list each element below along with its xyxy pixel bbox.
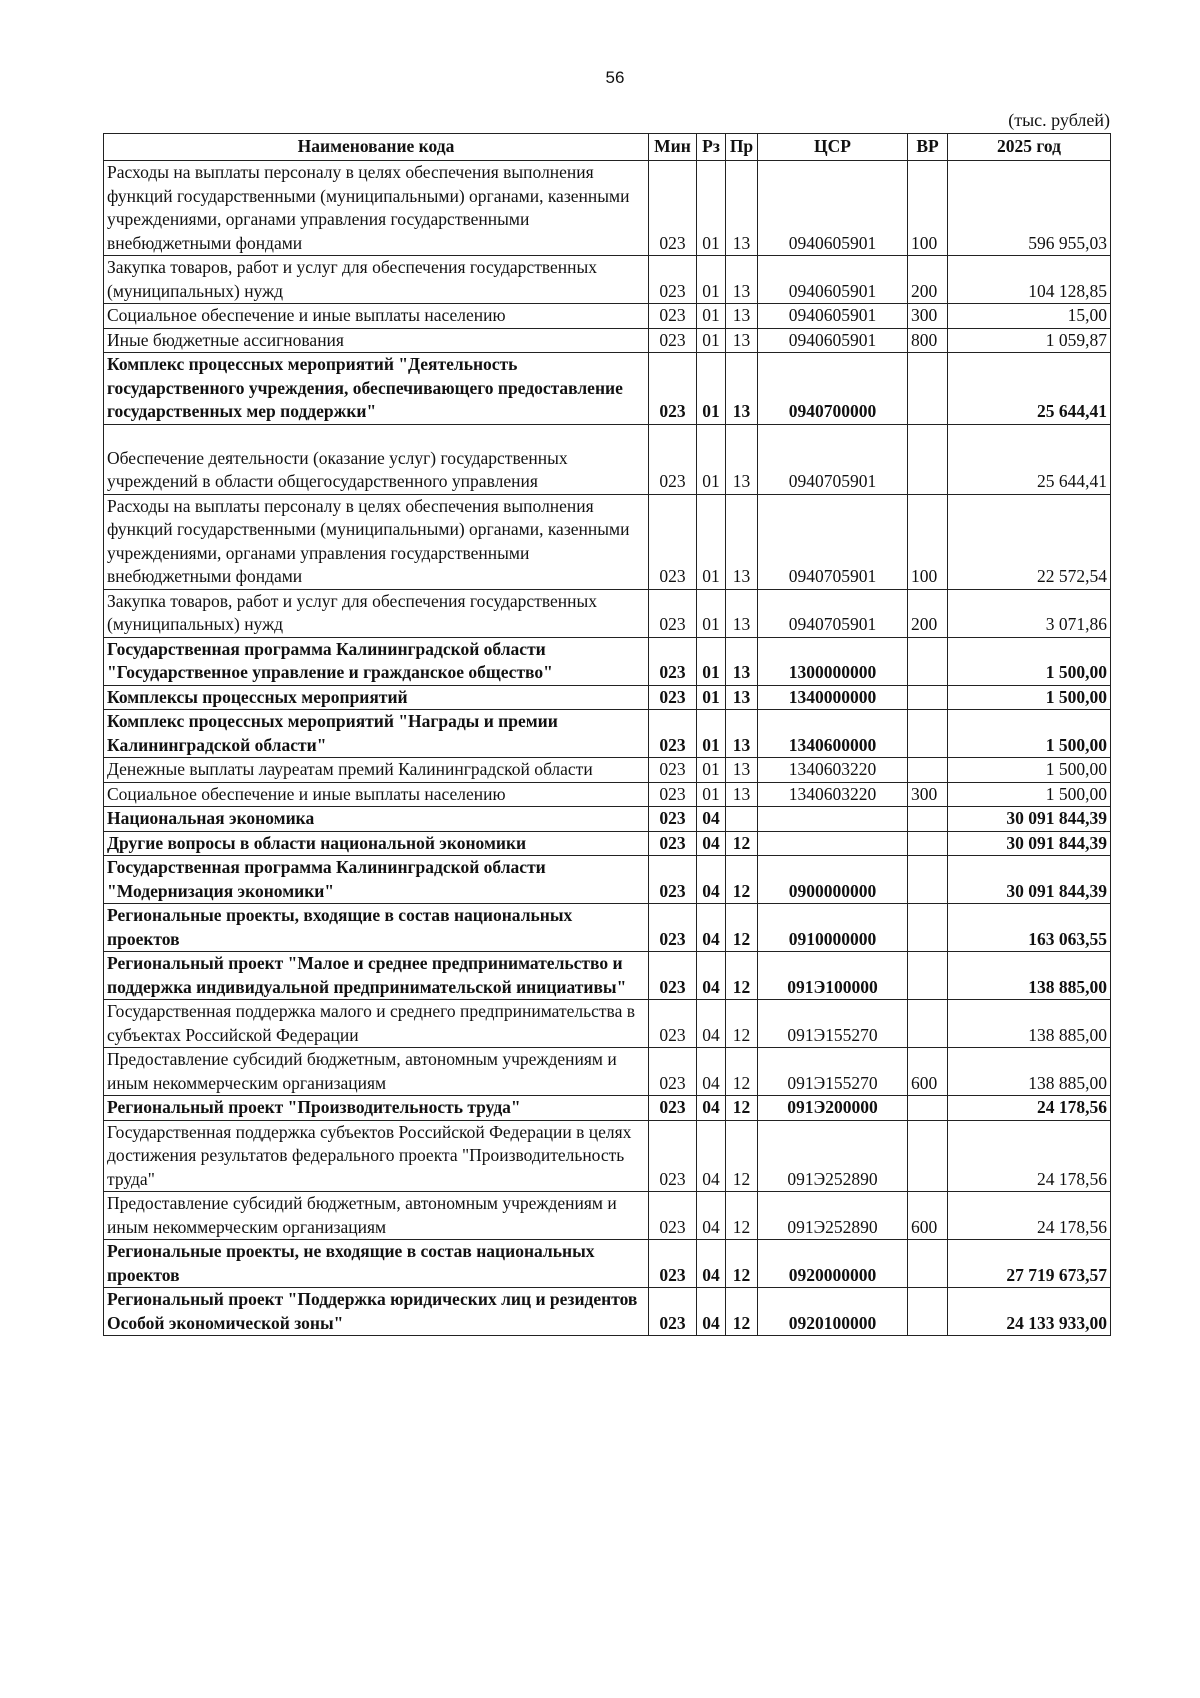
cell-min: 023 (649, 1240, 697, 1288)
cell-sum: 30 091 844,39 (948, 856, 1111, 904)
cell-csr: 0910000000 (758, 904, 908, 952)
cell-vr: 100 (908, 494, 948, 589)
cell-name: Социальное обеспечение и иные выплаты населению (104, 304, 649, 329)
cell-pr: 13 (726, 256, 758, 304)
cell-rz: 04 (697, 1192, 726, 1240)
cell-name: Государственная поддержка субъектов Российской Федерации в целях достижения результатов федерального проекта "Производительность труда" (104, 1120, 649, 1192)
table-row (104, 1096, 1111, 1121)
cell-rz: 04 (697, 904, 726, 952)
cell-sum: 104 128,85 (948, 256, 1111, 304)
cell-csr: 0920100000 (758, 1288, 908, 1336)
table-row (104, 304, 1111, 329)
cell-min: 023 (649, 1120, 697, 1192)
table-body (104, 161, 1111, 1336)
cell-csr: 091Э155270 (758, 1048, 908, 1096)
cell-csr: 1340600000 (758, 710, 908, 758)
cell-vr (908, 685, 948, 710)
cell-pr: 12 (726, 1096, 758, 1121)
table-row (104, 831, 1111, 856)
cell-rz: 04 (697, 856, 726, 904)
cell-vr (908, 1000, 948, 1048)
header-min: Мин (649, 134, 697, 161)
cell-pr: 12 (726, 1240, 758, 1288)
table-row (104, 685, 1111, 710)
table-row (104, 494, 1111, 589)
cell-min: 023 (649, 424, 697, 494)
cell-sum: 24 178,56 (948, 1192, 1111, 1240)
cell-name: Закупка товаров, работ и услуг для обеспечения государственных (муниципальных) нужд (104, 256, 649, 304)
cell-min: 023 (649, 807, 697, 832)
cell-csr: 0940705901 (758, 494, 908, 589)
header-year: 2025 год (948, 134, 1111, 161)
cell-rz: 04 (697, 1240, 726, 1288)
cell-min: 023 (649, 758, 697, 783)
cell-name: Региональные проекты, не входящие в состав национальных проектов (104, 1240, 649, 1288)
cell-pr: 12 (726, 1120, 758, 1192)
table-row (104, 782, 1111, 807)
table-row (104, 1048, 1111, 1096)
table-row (104, 1288, 1111, 1336)
cell-csr: 091Э252890 (758, 1192, 908, 1240)
cell-rz: 04 (697, 1096, 726, 1121)
cell-sum: 1 500,00 (948, 710, 1111, 758)
table-row (104, 856, 1111, 904)
cell-name: Закупка товаров, работ и услуг для обеспечения государственных (муниципальных) нужд (104, 589, 649, 637)
cell-csr: 091Э155270 (758, 1000, 908, 1048)
cell-min: 023 (649, 831, 697, 856)
cell-vr (908, 1096, 948, 1121)
cell-vr: 600 (908, 1192, 948, 1240)
cell-rz: 01 (697, 494, 726, 589)
cell-min: 023 (649, 1000, 697, 1048)
cell-min: 023 (649, 782, 697, 807)
cell-csr: 1340603220 (758, 758, 908, 783)
table-row (104, 952, 1111, 1000)
cell-vr (908, 1240, 948, 1288)
table-row (104, 424, 1111, 494)
cell-sum: 24 178,56 (948, 1096, 1111, 1121)
cell-name: Расходы на выплаты персоналу в целях обеспечения выполнения функций государственными (муниципальными) органами, казенными учреждениями, органами управления государственными внебюджетными фондами (104, 494, 649, 589)
cell-min: 023 (649, 856, 697, 904)
cell-sum: 1 500,00 (948, 782, 1111, 807)
cell-min: 023 (649, 256, 697, 304)
cell-min: 023 (649, 1192, 697, 1240)
cell-vr: 200 (908, 589, 948, 637)
cell-sum: 27 719 673,57 (948, 1240, 1111, 1288)
table-row (104, 1240, 1111, 1288)
budget-table (103, 133, 1111, 1336)
header-csr: ЦСР (758, 134, 908, 161)
cell-csr: 091Э200000 (758, 1096, 908, 1121)
cell-csr: 1340000000 (758, 685, 908, 710)
header-vr: ВР (908, 134, 948, 161)
cell-name: Предоставление субсидий бюджетным, автономным учреждениям и иным некоммерческим организациям (104, 1048, 649, 1096)
cell-min: 023 (649, 1096, 697, 1121)
cell-min: 023 (649, 1048, 697, 1096)
cell-name: Расходы на выплаты персоналу в целях обеспечения выполнения функций государственными (муниципальными) органами, казенными учреждениями, органами управления государственными внебюджетными фондами (104, 161, 649, 256)
cell-rz: 01 (697, 328, 726, 353)
cell-pr: 13 (726, 782, 758, 807)
cell-name: Комплекс процессных мероприятий "Награды и премии Калининградской области" (104, 710, 649, 758)
cell-csr (758, 831, 908, 856)
cell-min: 023 (649, 589, 697, 637)
cell-name: Региональные проекты, входящие в состав национальных проектов (104, 904, 649, 952)
cell-vr (908, 831, 948, 856)
table-row (104, 1192, 1111, 1240)
table-row (104, 758, 1111, 783)
cell-pr: 13 (726, 161, 758, 256)
cell-csr: 0940605901 (758, 328, 908, 353)
cell-vr (908, 856, 948, 904)
cell-pr (726, 807, 758, 832)
cell-pr: 13 (726, 589, 758, 637)
cell-csr: 0940605901 (758, 161, 908, 256)
cell-csr: 0900000000 (758, 856, 908, 904)
cell-rz: 01 (697, 782, 726, 807)
cell-rz: 04 (697, 1048, 726, 1096)
cell-pr: 12 (726, 1048, 758, 1096)
cell-vr (908, 1288, 948, 1336)
table-header-row (104, 134, 1111, 161)
cell-sum: 24 178,56 (948, 1120, 1111, 1192)
cell-vr: 100 (908, 161, 948, 256)
cell-name: Денежные выплаты лауреатам премий Калининградской области (104, 758, 649, 783)
cell-vr (908, 904, 948, 952)
table-row (104, 637, 1111, 685)
header-rz: Рз (697, 134, 726, 161)
cell-min: 023 (649, 685, 697, 710)
cell-pr: 13 (726, 424, 758, 494)
cell-csr: 0940705901 (758, 424, 908, 494)
cell-rz: 01 (697, 304, 726, 329)
cell-sum: 138 885,00 (948, 1048, 1111, 1096)
cell-pr: 12 (726, 1192, 758, 1240)
cell-rz: 01 (697, 353, 726, 425)
cell-sum: 596 955,03 (948, 161, 1111, 256)
cell-name: Предоставление субсидий бюджетным, автономным учреждениям и иным некоммерческим организациям (104, 1192, 649, 1240)
cell-name: Социальное обеспечение и иные выплаты населению (104, 782, 649, 807)
cell-rz: 01 (697, 589, 726, 637)
cell-name: Государственная программа Калининградской области "Государственное управление и гражданское общество" (104, 637, 649, 685)
cell-csr: 0940705901 (758, 589, 908, 637)
cell-name: Государственная программа Калининградской области "Модернизация экономики" (104, 856, 649, 904)
cell-pr: 12 (726, 904, 758, 952)
cell-sum: 22 572,54 (948, 494, 1111, 589)
table-row (104, 1120, 1111, 1192)
table-row (104, 904, 1111, 952)
cell-min: 023 (649, 904, 697, 952)
table-row (104, 256, 1111, 304)
table-row (104, 328, 1111, 353)
cell-vr (908, 952, 948, 1000)
cell-name: Региональный проект "Производительность труда" (104, 1096, 649, 1121)
cell-vr: 600 (908, 1048, 948, 1096)
cell-sum: 24 133 933,00 (948, 1288, 1111, 1336)
cell-sum: 138 885,00 (948, 952, 1111, 1000)
cell-name: Национальная экономика (104, 807, 649, 832)
cell-csr: 091Э100000 (758, 952, 908, 1000)
cell-rz: 04 (697, 952, 726, 1000)
cell-min: 023 (649, 328, 697, 353)
cell-vr (908, 637, 948, 685)
cell-vr: 800 (908, 328, 948, 353)
cell-name: Обеспечение деятельности (оказание услуг) государственных учреждений в области общегосударственного управления (104, 424, 649, 494)
cell-pr: 13 (726, 637, 758, 685)
cell-sum: 25 644,41 (948, 353, 1111, 425)
cell-sum: 1 500,00 (948, 685, 1111, 710)
cell-vr (908, 353, 948, 425)
unit-label: (тыс. рублей) (1008, 110, 1110, 130)
cell-sum: 15,00 (948, 304, 1111, 329)
cell-rz: 01 (697, 685, 726, 710)
cell-name: Другие вопросы в области национальной экономики (104, 831, 649, 856)
cell-vr (908, 1120, 948, 1192)
cell-min: 023 (649, 1288, 697, 1336)
table-row (104, 589, 1111, 637)
cell-rz: 04 (697, 1120, 726, 1192)
page-number: 56 (605, 68, 625, 87)
cell-min: 023 (649, 161, 697, 256)
cell-name: Государственная поддержка малого и среднего предпринимательства в субъектах Российской Федерации (104, 1000, 649, 1048)
cell-csr: 0940700000 (758, 353, 908, 425)
cell-sum: 30 091 844,39 (948, 831, 1111, 856)
cell-rz: 01 (697, 424, 726, 494)
cell-min: 023 (649, 304, 697, 329)
table-row (104, 807, 1111, 832)
cell-pr: 13 (726, 710, 758, 758)
cell-sum: 1 059,87 (948, 328, 1111, 353)
cell-name: Комплексы процессных мероприятий (104, 685, 649, 710)
cell-sum: 1 500,00 (948, 637, 1111, 685)
cell-min: 023 (649, 952, 697, 1000)
cell-pr: 12 (726, 1000, 758, 1048)
cell-pr: 12 (726, 856, 758, 904)
cell-pr: 13 (726, 304, 758, 329)
cell-csr: 1340603220 (758, 782, 908, 807)
cell-pr: 13 (726, 353, 758, 425)
cell-pr: 13 (726, 685, 758, 710)
cell-csr: 0920000000 (758, 1240, 908, 1288)
cell-rz: 04 (697, 1000, 726, 1048)
cell-name: Региональный проект "Малое и среднее предпринимательство и поддержка индивидуальной предпринимательской инициативы" (104, 952, 649, 1000)
cell-sum: 138 885,00 (948, 1000, 1111, 1048)
header-pr: Пр (726, 134, 758, 161)
cell-rz: 01 (697, 710, 726, 758)
cell-csr: 0940605901 (758, 256, 908, 304)
cell-csr (758, 807, 908, 832)
cell-pr: 12 (726, 952, 758, 1000)
cell-sum: 30 091 844,39 (948, 807, 1111, 832)
cell-rz: 01 (697, 161, 726, 256)
table-row (104, 161, 1111, 256)
cell-name: Комплекс процессных мероприятий "Деятельность государственного учреждения, обеспечивающего предоставление государственных мер поддержки" (104, 353, 649, 425)
cell-pr: 13 (726, 328, 758, 353)
cell-csr: 0940605901 (758, 304, 908, 329)
cell-sum: 25 644,41 (948, 424, 1111, 494)
cell-pr: 12 (726, 1288, 758, 1336)
cell-min: 023 (649, 353, 697, 425)
cell-vr (908, 424, 948, 494)
cell-min: 023 (649, 710, 697, 758)
cell-csr: 1300000000 (758, 637, 908, 685)
cell-rz: 01 (697, 637, 726, 685)
cell-pr: 13 (726, 494, 758, 589)
cell-vr: 300 (908, 782, 948, 807)
cell-sum: 3 071,86 (948, 589, 1111, 637)
cell-sum: 1 500,00 (948, 758, 1111, 783)
table-row (104, 353, 1111, 425)
cell-min: 023 (649, 637, 697, 685)
cell-vr (908, 710, 948, 758)
table-row (104, 710, 1111, 758)
cell-pr: 12 (726, 831, 758, 856)
cell-rz: 01 (697, 758, 726, 783)
header-name: Наименование кода (104, 134, 649, 161)
cell-vr (908, 758, 948, 783)
cell-vr (908, 807, 948, 832)
cell-rz: 01 (697, 256, 726, 304)
cell-min: 023 (649, 494, 697, 589)
cell-name: Иные бюджетные ассигнования (104, 328, 649, 353)
cell-pr: 13 (726, 758, 758, 783)
cell-csr: 091Э252890 (758, 1120, 908, 1192)
cell-vr: 200 (908, 256, 948, 304)
cell-rz: 04 (697, 1288, 726, 1336)
table-row (104, 1000, 1111, 1048)
cell-rz: 04 (697, 831, 726, 856)
cell-sum: 163 063,55 (948, 904, 1111, 952)
cell-vr: 300 (908, 304, 948, 329)
cell-rz: 04 (697, 807, 726, 832)
cell-name: Региональный проект "Поддержка юридических лиц и резидентов Особой экономической зоны" (104, 1288, 649, 1336)
